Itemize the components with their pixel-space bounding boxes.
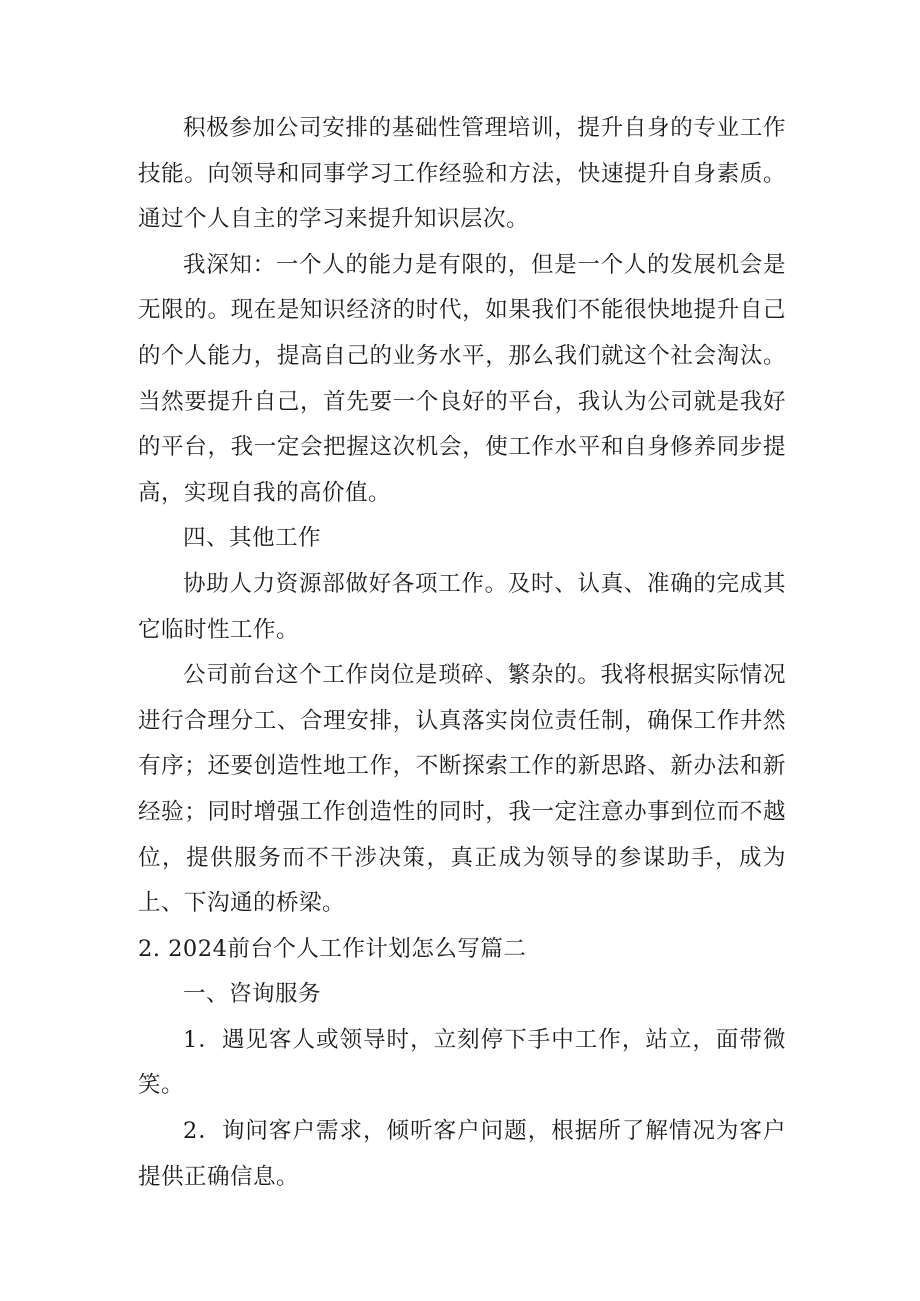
section-heading-consulting: 一、咨询服务 (183, 981, 322, 1008)
paragraph-training: 积极参加公司安排的基础性管理培训，提升自身的专业工作技能。向领导和同事学习工作经验和方法，快速提升自身素质。通过个人自主的学习来提升知识层次。 (138, 115, 786, 233)
list-item-inquiry: 2．询问客户需求，倾听客户问题，根据所了解情况为客户提供正确信息。 (138, 1118, 786, 1190)
paragraph-front-desk-role: 公司前台这个工作岗位是琐碎、繁杂的。我将根据实际情况进行合理分工、合理安排，认真落实岗位责任制，确保工作井然有序；还要创造性地工作，不断探索工作的新思路、新办法和新经验；同时增强工作创造性的同时，我一定注意办事到位而不越位，提供服务而不干涉决策，真正成为领导的参谋助手，成为上、下沟通的桥梁。 (138, 662, 786, 917)
paragraph-self-development: 我深知：一个人的能力是有限的，但是一个人的发展机会是无限的。现在是知识经济的时代，如果我们不能很快地提升自己的个人能力，提高自己的业务水平，那么我们就这个社会淘汰。当然要提升自己，首先要一个良好的平台，我认为公司就是我好的平台，我一定会把握这次机会，使工作水平和自身修养同步提高，实现自我的高价值。 (138, 251, 786, 506)
section-heading-other-work: 四、其他工作 (183, 525, 322, 552)
paragraph-hr-assistance: 协助人力资源部做好各项工作。及时、认真、准确的完成其它临时性工作。 (138, 570, 786, 643)
list-item-greeting: 1．遇见客人或领导时，立刻停下手中工作，站立，面带微笑。 (138, 1026, 786, 1099)
article-title-part-two: 2. 2024前台个人工作计划怎么写篇二 (138, 935, 527, 962)
document-body (138, 106, 786, 1200)
